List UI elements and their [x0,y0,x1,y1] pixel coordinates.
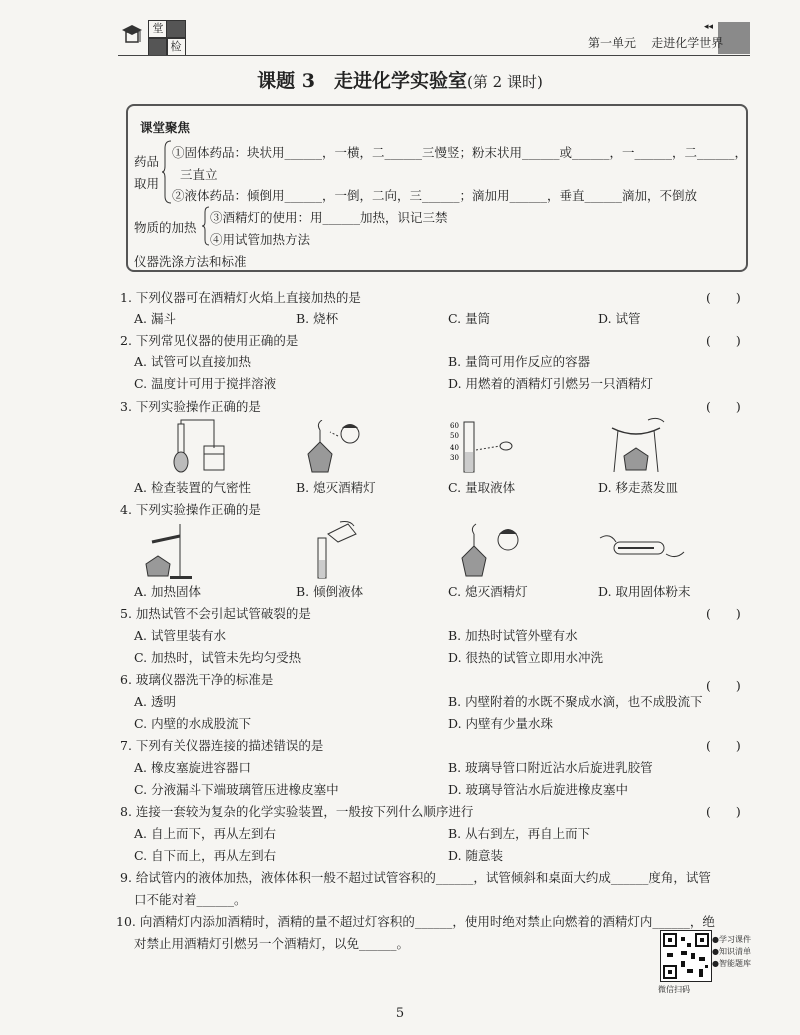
option: A. 检查装置的气密性 [134,480,251,495]
brace-icon [202,206,210,246]
answer-blank[interactable]: ( ) [706,399,741,414]
question-stem: 8. 连接一套较为复杂的化学实验装置，一般按下列什么顺序进行 [120,804,474,819]
fill-question-10: 10. 向酒精灯内添加酒精时，酒精的量不超过灯容积的______，使用时绝对禁止向燃着的酒精灯内______，绝 [116,914,715,929]
blow-out-lamp-illustration [454,522,528,578]
blow-out-lamp-illustration [300,420,370,474]
option: A. 橡皮塞旋进容器口 [134,760,251,775]
cylinder-tick: 50 [450,432,459,440]
option: D. 用燃着的酒精灯引燃另一只酒精灯 [448,376,654,391]
option: A. 漏斗 [134,311,176,326]
option: A. 加热固体 [134,584,201,599]
option: C. 自下而上，再从左到右 [134,848,277,863]
question-stem: 7. 下列有关仪器连接的描述错误的是 [120,738,324,753]
option: D. 试管 [598,311,641,326]
qr-feature: ●知识清单 [712,947,751,956]
option: D. 取用固体粉末 [598,584,691,599]
answer-blank[interactable]: ( ) [706,290,741,305]
question-stem: 4. 下列实验操作正确的是 [120,502,261,517]
arrows-icon: ◂◂ [704,22,714,32]
option: A. 透明 [134,694,176,709]
unit-header [588,34,723,51]
focus-heading: 课堂聚焦 [140,120,191,135]
option: B. 烧杯 [296,311,339,326]
question-stem: 2. 下列常见仪器的使用正确的是 [120,333,299,348]
logo-dark-block [166,20,186,38]
option: D. 内壁有少量水珠 [448,716,554,731]
adding-powder-illustration [596,524,686,570]
option: B. 熄灭酒精灯 [296,480,376,495]
qr-feature: ●智能题库 [712,959,751,968]
qr-code[interactable] [660,930,712,982]
option: C. 分液漏斗下端玻璃管压进橡皮塞中 [134,782,339,797]
option: D. 很热的试管立即用水冲洗 [448,650,604,665]
option: C. 加热时，试管未先均匀受热 [134,650,302,665]
option: B. 量筒可用作反应的容器 [448,354,591,369]
option: C. 量筒 [448,311,491,326]
pouring-liquid-illustration [304,520,360,580]
option: D. 玻璃导管沾水后旋进橡皮塞中 [448,782,629,797]
qr-feature: ●学习课件 [712,935,751,944]
option: B. 从右到左，再自上而下 [448,826,591,841]
qr-caption: 微信扫码 [658,985,690,994]
unit-label: 第一单元 [588,36,637,50]
cylinder-tick: 30 [450,454,459,462]
answer-blank[interactable]: ( ) [706,678,741,693]
option: C. 内壁的水成股流下 [134,716,252,731]
heating-solid-illustration [140,520,200,580]
drug-label-1: 药品 [134,154,160,169]
question-stem: 1. 下列仪器可在酒精灯火焰上直接加热的是 [120,290,361,305]
focus-line-1b: 三直立 [180,167,218,182]
answer-blank[interactable]: ( ) [706,738,741,753]
option: B. 玻璃导管口附近沾水后旋进乳胶管 [448,760,653,775]
unit-title: 走进化学世界 [651,36,724,50]
logo-dark-block [148,38,168,56]
graduation-cap-icon [120,22,144,52]
focus-line-1: ①固体药品：块状用______，一横，二______三慢竖；粉末状用______或______，一______，二______， [172,145,748,160]
qr-code-icon [661,931,711,981]
option: A. 试管可以直接加热 [134,354,251,369]
evaporating-dish-illustration [604,416,668,474]
publisher-logo [120,18,200,58]
page-number: 5 [395,1006,405,1021]
option: B. 倾倒液体 [296,584,364,599]
option: B. 内壁附着的水既不聚成水滴，也不成股流下 [448,694,703,709]
answer-blank[interactable]: ( ) [706,333,741,348]
option: C. 温度计可用于搅拌溶液 [134,376,277,391]
option: B. 加热时试管外壁有水 [448,628,578,643]
logo-char-tang: 堂 [148,20,168,38]
focus-line-3: ③酒精灯的使用：用______加热，识记三禁 [210,210,448,225]
header-divider [118,55,750,56]
option: C. 量取液体 [448,480,516,495]
cylinder-tick: 60 [450,422,459,430]
heat-label: 物质的加热 [134,220,197,235]
page-title [0,66,800,93]
fill-question-10-cont: 对禁止用酒精灯引燃另一个酒精灯，以免______。 [134,936,410,951]
answer-blank[interactable]: ( ) [706,606,741,621]
focus-line-5: 仪器洗涤方法和标准 [134,254,247,269]
question-stem: 6. 玻璃仪器洗干净的标准是 [120,672,274,687]
title-sub: (第 2 课时) [467,73,543,91]
cylinder-reading-illustration [448,418,518,474]
brace-icon [162,140,172,204]
qr-feature-list [712,934,751,970]
fill-question-9: 9. 给试管内的液体加热，液体体积一般不超过试管容积的______，试管倾斜和桌面大约成______度角，试管 [120,870,711,885]
logo-char-jian: 检 [166,38,186,56]
option: A. 试管里装有水 [134,628,226,643]
option: A. 自上而下，再从左到右 [134,826,276,841]
drug-label-2: 取用 [134,176,160,191]
option: D. 移走蒸发皿 [598,480,679,495]
fill-question-9-cont: 口不能对着______。 [134,892,247,907]
option: D. 随意装 [448,848,504,863]
airtightness-check-illustration [170,418,230,474]
question-stem: 5. 加热试管不会引起试管破裂的是 [120,606,311,621]
cylinder-tick: 40 [450,444,459,452]
answer-blank[interactable]: ( ) [706,804,741,819]
question-stem: 3. 下列实验操作正确的是 [120,399,261,414]
focus-line-4: ④用试管加热方法 [210,232,311,247]
option: C. 熄灭酒精灯 [448,584,528,599]
title-main: 课题 3 走进化学实验室 [257,70,468,92]
focus-line-2: ②液体药品：倾倒用______，一倒，二向，三______；滴加用______，垂直______滴加，不倒放 [172,188,698,203]
